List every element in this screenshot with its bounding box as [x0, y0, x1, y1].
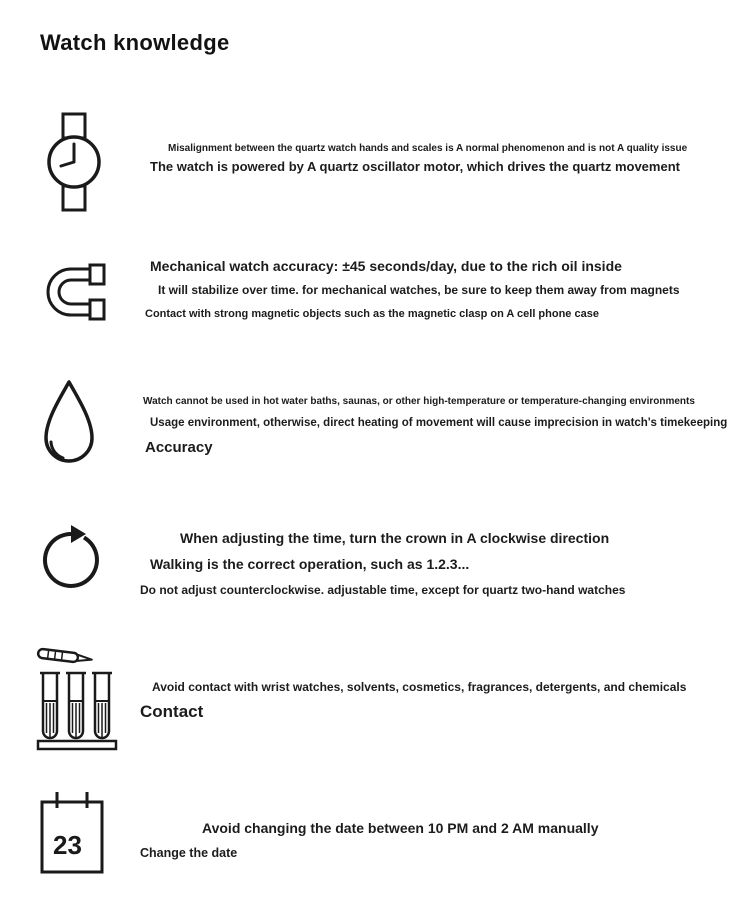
- section-text-line: Contact with strong magnetic objects such as the magnetic clasp on A cell phone case: [145, 308, 599, 320]
- section-text-line: Mechanical watch accuracy: ±45 seconds/day, due to the rich oil inside: [150, 258, 622, 274]
- section-text-line: Usage environment, otherwise, direct heating of movement will cause imprecision in watch's timekeeping: [150, 417, 728, 429]
- section-text-line: When adjusting the time, turn the crown in A clockwise direction: [180, 530, 610, 546]
- section-text-line: Walking is the correct operation, such as 1.2.3...: [150, 556, 470, 572]
- section-text-line: The watch is powered by A quartz oscillator motor, which drives the quartz movement: [150, 159, 680, 174]
- test-tubes-icon: [36, 645, 118, 751]
- clockwise-arrow-icon: [40, 520, 106, 594]
- section-text-line: Contact: [140, 702, 204, 721]
- section-text-line: Misalignment between the quartz watch hands and scales is A normal phenomenon and is not A quality issue: [168, 143, 688, 154]
- magnet-icon: [42, 262, 108, 324]
- wristwatch-icon: [46, 112, 102, 212]
- calendar-icon: [38, 790, 106, 876]
- section-text-line: Change the date: [140, 846, 238, 860]
- calendar-day-number: 23: [53, 830, 82, 860]
- section-text-line: Avoid changing the date between 10 PM and 2 AM manually: [202, 820, 599, 836]
- section-text-line: It will stabilize over time. for mechanical watches, be sure to keep them away from magnets: [158, 283, 680, 297]
- section-text-line: Do not adjust counterclockwise. adjustable time, except for quartz two-hand watches: [140, 583, 626, 597]
- section-text-line: Accuracy: [145, 439, 213, 456]
- water-drop-icon: [38, 378, 100, 472]
- section-text-line: Watch cannot be used in hot water baths, saunas, or other high-temperature or temperature-changing environments: [143, 396, 695, 407]
- section-text-line: Avoid contact with wrist watches, solvents, cosmetics, fragrances, detergents, and chemicals: [152, 680, 687, 694]
- page-title: Watch knowledge: [40, 30, 230, 55]
